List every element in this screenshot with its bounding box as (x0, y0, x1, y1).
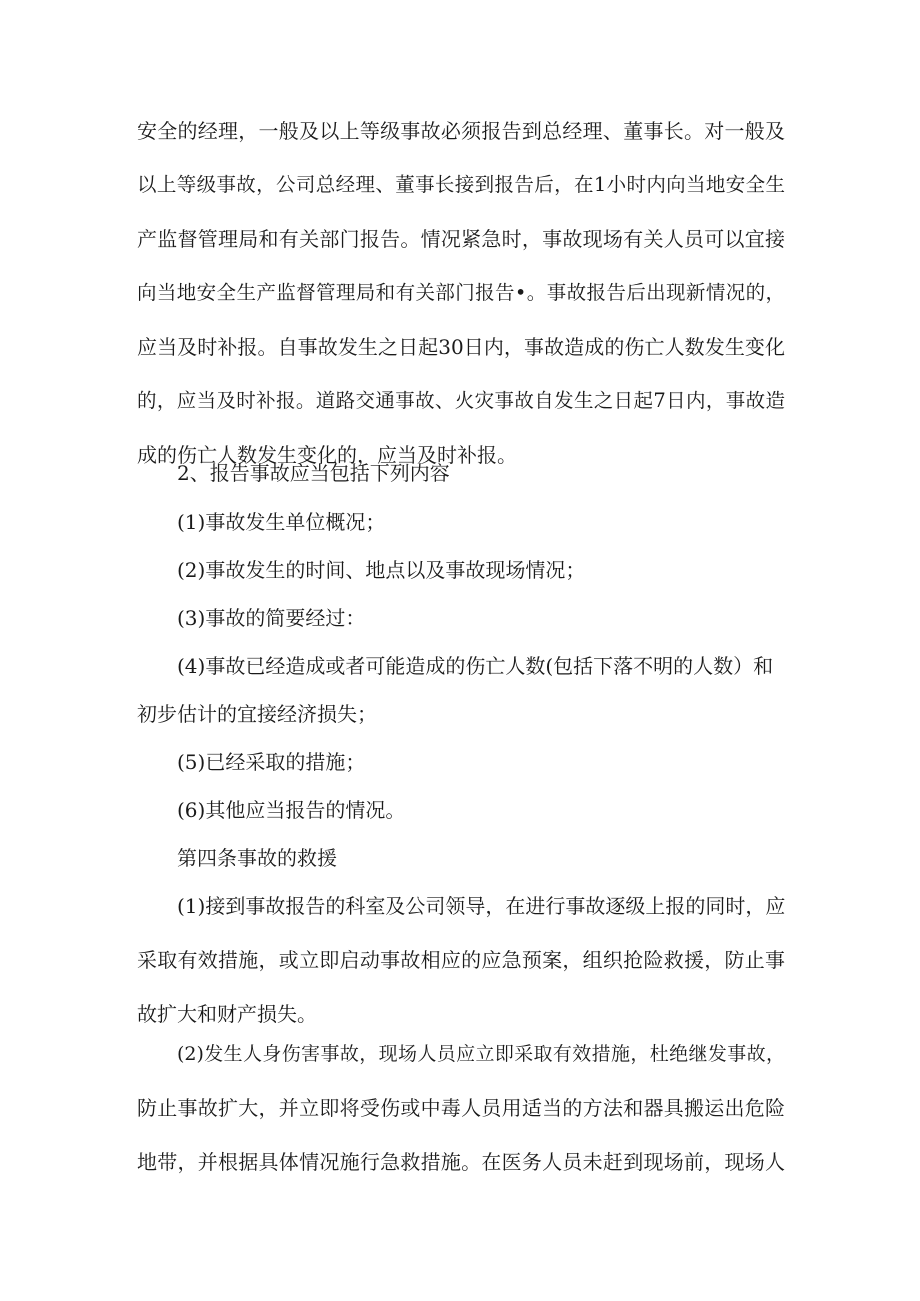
report-item: (2)事故发生的时间、地点以及事故现场情况； (177, 558, 586, 582)
text-line: (2)发生人身伤害事故，现场人员应立即采取有效措施，杜绝继发事故， (177, 1043, 785, 1065)
report-item-continuation: 初步估计的宜接经济损失； (137, 702, 377, 726)
report-item: (6)其他应当报告的情况。 (177, 798, 406, 822)
report-item: (5)已经采取的措施； (177, 750, 366, 774)
text-line: 的，应当及时补报。道路交通事故、火灾事故自发生之日起7日内，事故造 (137, 389, 785, 412)
text-line: (1)接到事故报告的科室及公司领导，在进行事故逐级上报的同时，应 (177, 894, 786, 918)
section-heading: 2、报告事故应当包括下列内容 (177, 461, 450, 485)
text-line: 产监督管理局和有关部门报告。情况紧急时，事故现场有关人员可以宜接 (137, 227, 785, 251)
rescue-paragraph-1 (137, 893, 785, 1055)
report-item: (4)事故已经造成或者可能造成的伤亡人数(包括下落不明的人数）和 (177, 654, 774, 678)
text-line: 安全的经理，一般及以上等级事故必须报告到总经理、董事长。对一般及 (137, 119, 785, 143)
text-line: 故扩大和财产损失。 (137, 1002, 317, 1026)
text-line: 地带，并根据具体情况施行急救措施。在医务人员未赶到现场前，现场人 (137, 1150, 785, 1174)
text-line: 采取有效措施，或立即启动事故相应的应急预案，组织抢险救援，防止事 (137, 948, 785, 972)
continuation-paragraph (137, 118, 785, 496)
text-line: 向当地安全生产监督管理局和有关部门报告•。事故报告后出现新情况的， (137, 281, 785, 304)
text-line: 以上等级事故，公司总经理、董事长接到报告后，在1小时内向当地安全生 (137, 173, 785, 196)
text-line: 防止事故扩大，并立即将受伤或中毒人员用适当的方法和器具搬运出危险 (137, 1096, 785, 1120)
rescue-paragraph-2 (137, 1041, 785, 1203)
report-item: (3)事故的简要经过： (177, 606, 366, 630)
report-item: (1)事故发生单位概况； (177, 510, 386, 534)
text-line: 应当及时补报。自事故发生之日起30日内，事故造成的伤亡人数发生变化 (137, 335, 785, 359)
text-line: 成的伤亡人数发生变化的，应当及时补报。 (137, 443, 517, 467)
article-heading: 第四条事故的救援 (177, 846, 337, 870)
